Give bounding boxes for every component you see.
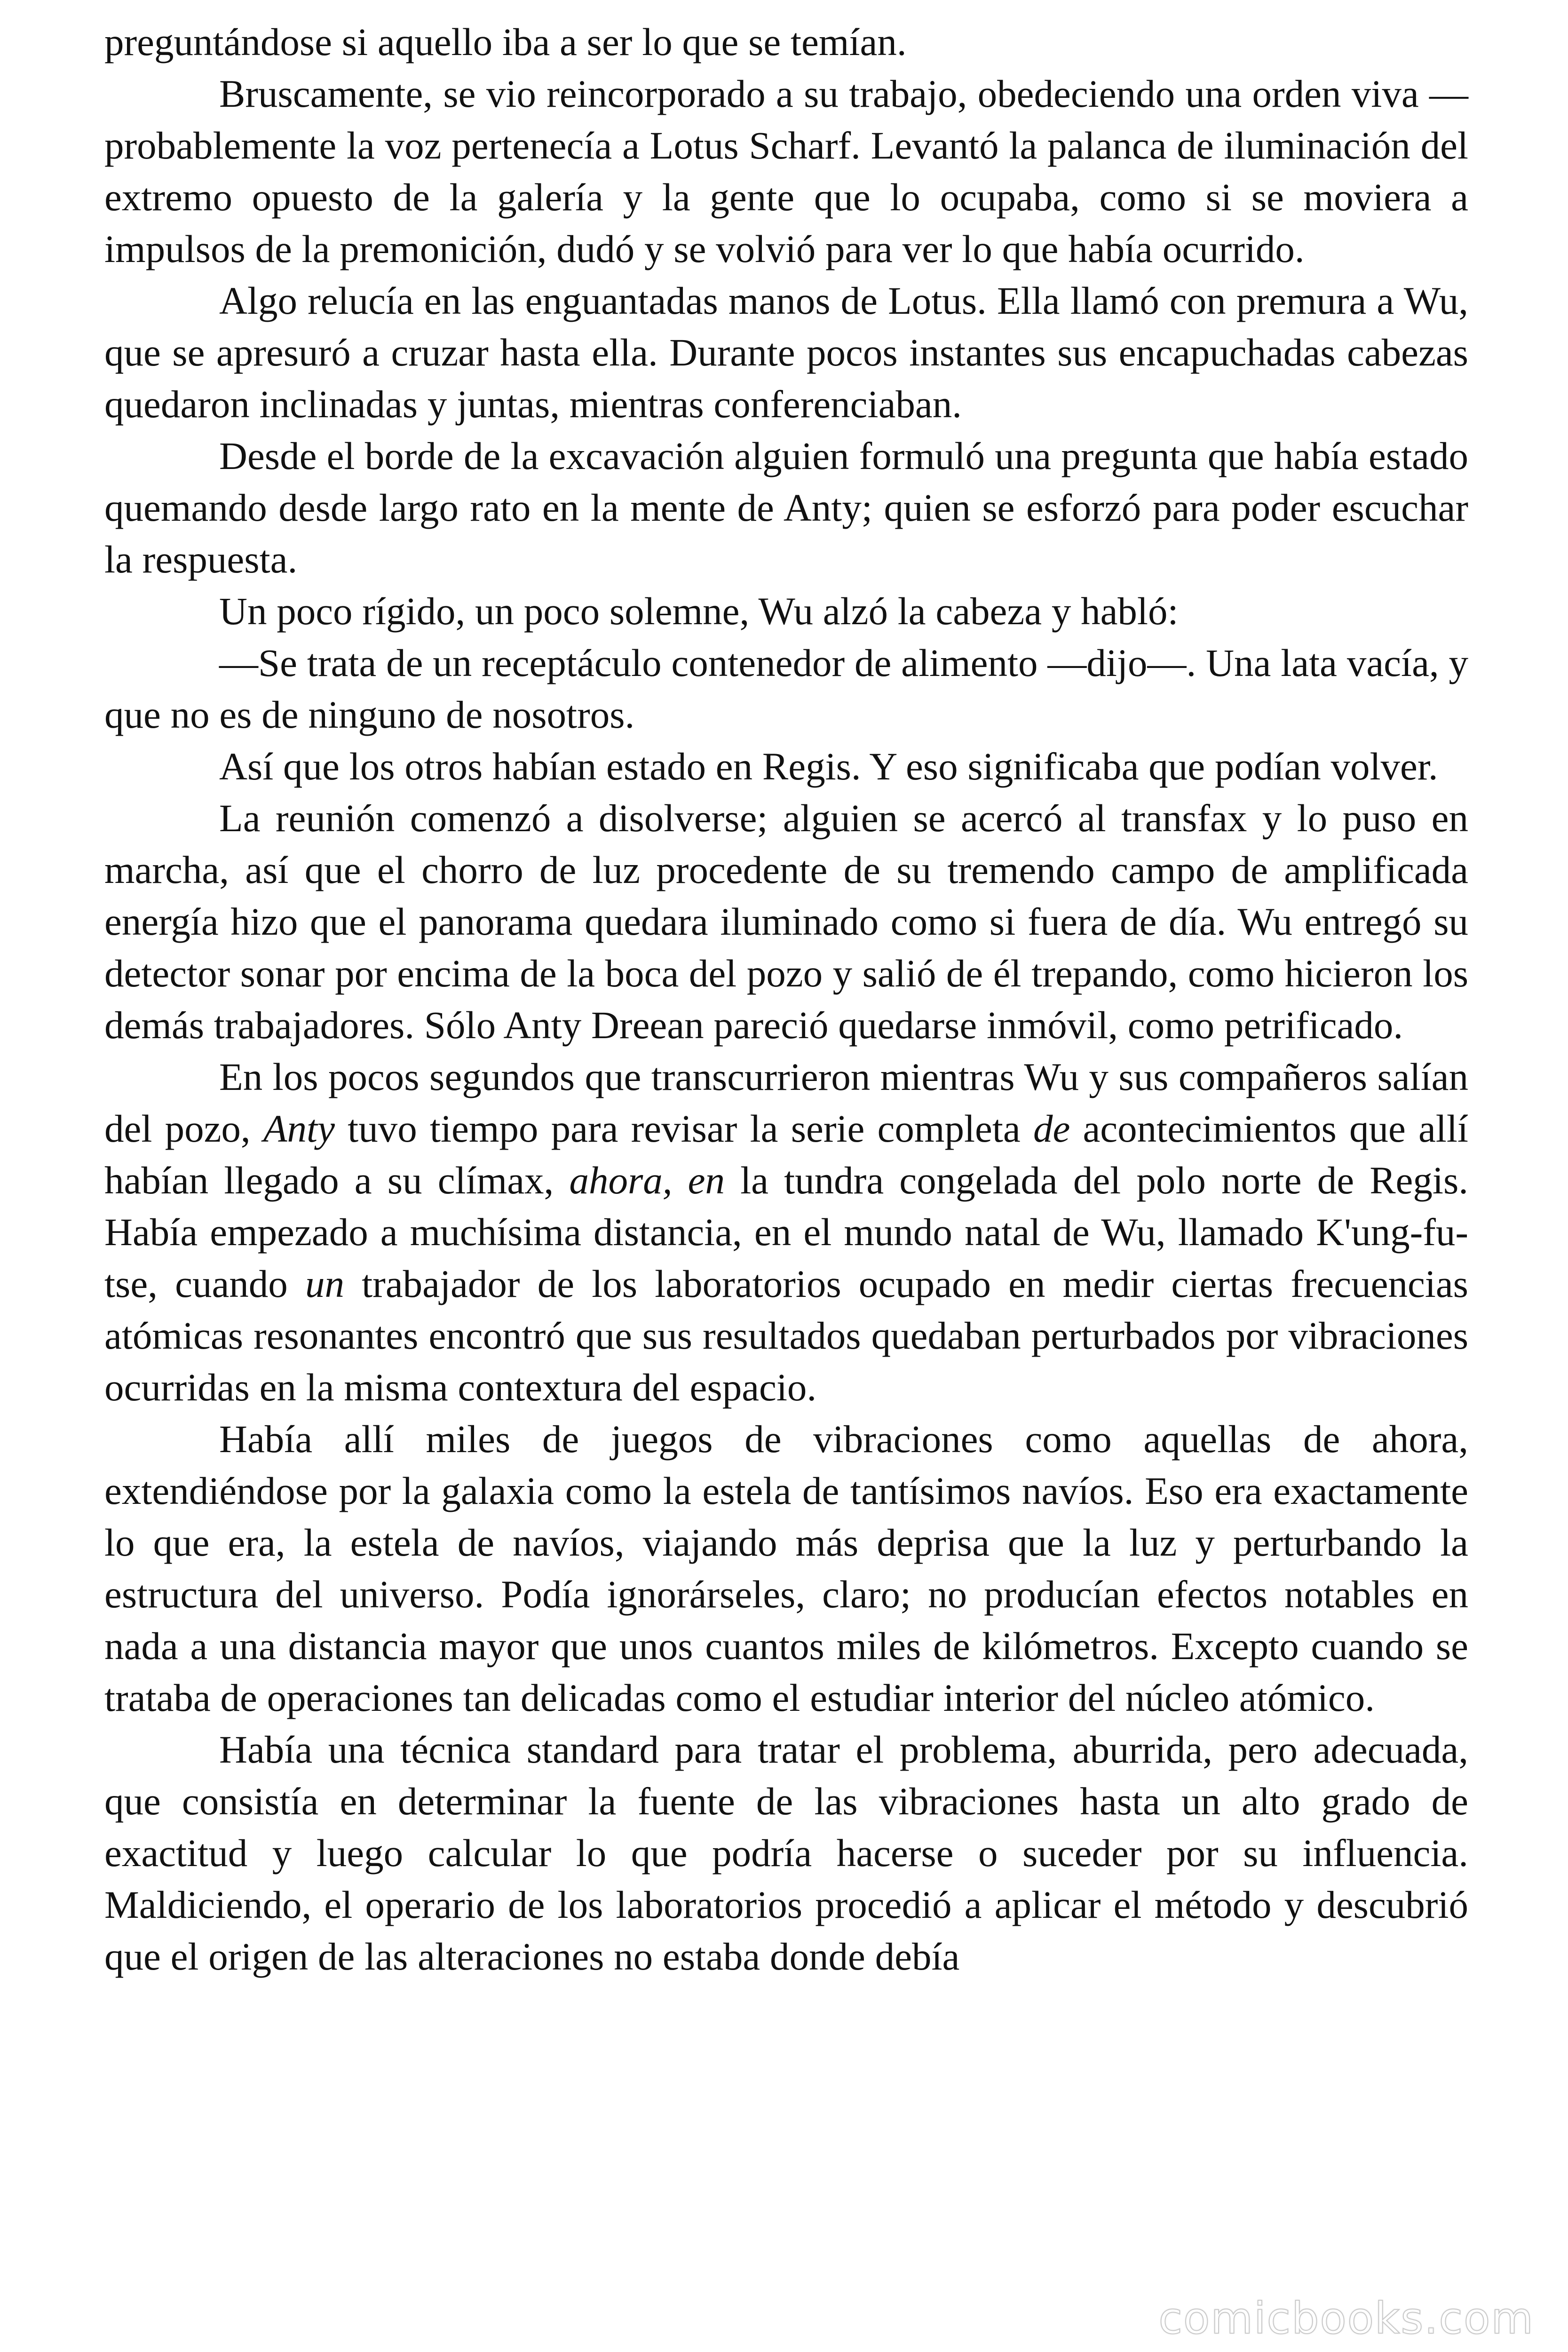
paragraph-10	[104, 1413, 1468, 1724]
text-run: trabajador de los laboratorios ocupado en medir ciertas frecuencias atómicas resonantes encontró que sus resultados quedaban perturbados por vibraciones ocurridas en la misma contextura del espacio.	[104, 1262, 1468, 1409]
paragraph-1	[104, 16, 1468, 68]
text-run: Un poco rígido, un poco solemne, Wu alzó la cabeza y habló:	[219, 589, 1179, 633]
paragraph-4	[104, 430, 1468, 585]
italic-text-run: Anty	[263, 1107, 335, 1150]
paragraph-3	[104, 275, 1468, 430]
text-run: Desde el borde de la excavación alguien formuló una pregunta que había estado quemando desde largo rato en la mente de Anty; quien se esforzó para poder escuchar la respuesta.	[104, 434, 1468, 581]
text-run: acontecimientos que allí habían llegado a su clímax,	[104, 1107, 1468, 1202]
text-run: preguntándose si aquello iba a ser lo que se temían.	[104, 20, 907, 64]
paragraph-8	[104, 792, 1468, 1051]
text-run: Así que los otros habían estado en Regis. Y eso significaba que podían volver.	[219, 745, 1438, 788]
text-run: la tundra congelada del polo norte de Regis. Había empezado a muchísima distancia, en el mundo natal de Wu, llamado K'ung-fu-tse, cuando	[104, 1159, 1468, 1305]
text-run: Algo relucía en las enguantadas manos de Lotus. Ella llamó con premura a Wu, que se apresuró a cruzar hasta ella. Durante pocos instantes sus encapuchadas cabezas quedaron inclinadas y juntas, mientras conferenciaban.	[104, 279, 1468, 426]
italic-text-run: un	[305, 1262, 344, 1305]
italic-text-run: ahora, en	[569, 1159, 725, 1202]
text-run: Había una técnica standard para tratar el problema, aburrida, pero adecuada, que consistía en determinar la fuente de las vibraciones hasta un alto grado de exactitud y luego calcular lo que podría hacerse o suceder por su influencia. Maldiciendo, el operario de los laboratorios procedió a aplicar el método y descubrió que el origen de las alteraciones no estaba donde debía	[104, 1728, 1468, 1978]
italic-text-run: de	[1033, 1107, 1070, 1150]
paragraph-11	[104, 1724, 1468, 1982]
text-run: Bruscamente, se vio reincorporado a su trabajo, obedeciendo una orden viva —probablemente la voz pertenecía a Lotus Scharf. Levantó la palanca de iluminación del extremo opuesto de la galería y la gente que lo ocupaba, como si se moviera a impulsos de la premonición, dudó y se volvió para ver lo que había ocurrido.	[104, 72, 1468, 270]
text-run: tuvo tiempo para revisar la serie completa	[334, 1107, 1033, 1150]
text-run: En los pocos segundos que transcurrieron mientras Wu y sus compañeros salían del pozo,	[104, 1055, 1468, 1150]
watermark-text: comicbooks.com	[1158, 2293, 1534, 2344]
paragraph-5	[104, 585, 1468, 637]
book-page-text	[104, 16, 1468, 1982]
text-run: Había allí miles de juegos de vibraciones como aquellas de ahora, extendiéndose por la galaxia como la estela de tantísimos navíos. Eso era exactamente lo que era, la estela de navíos, viajando más deprisa que la luz y perturbando la estructura del universo. Podía ignorárseles, claro; no producían efectos notables en nada a una distancia mayor que unos cuantos miles de kilómetros. Excepto cuando se trataba de operaciones tan delicadas como el estudiar interior del núcleo atómico.	[104, 1417, 1468, 1719]
text-run: —Se trata de un receptáculo contenedor de alimento —dijo—. Una lata vacía, y que no es de ninguno de nosotros.	[104, 641, 1468, 736]
text-run: La reunión comenzó a disolverse; alguien se acercó al transfax y lo puso en marcha, así que el chorro de luz procedente de su tremendo campo de amplificada energía hizo que el panorama quedara iluminado como si fuera de día. Wu entregó su detector sonar por encima de la boca del pozo y salió de él trepando, como hicieron los demás trabajadores. Sólo Anty Dreean pareció quedarse inmóvil, como petrificado.	[104, 796, 1468, 1047]
paragraph-6	[104, 637, 1468, 740]
paragraph-9	[104, 1051, 1468, 1413]
paragraph-7	[104, 740, 1468, 792]
paragraph-2	[104, 68, 1468, 275]
